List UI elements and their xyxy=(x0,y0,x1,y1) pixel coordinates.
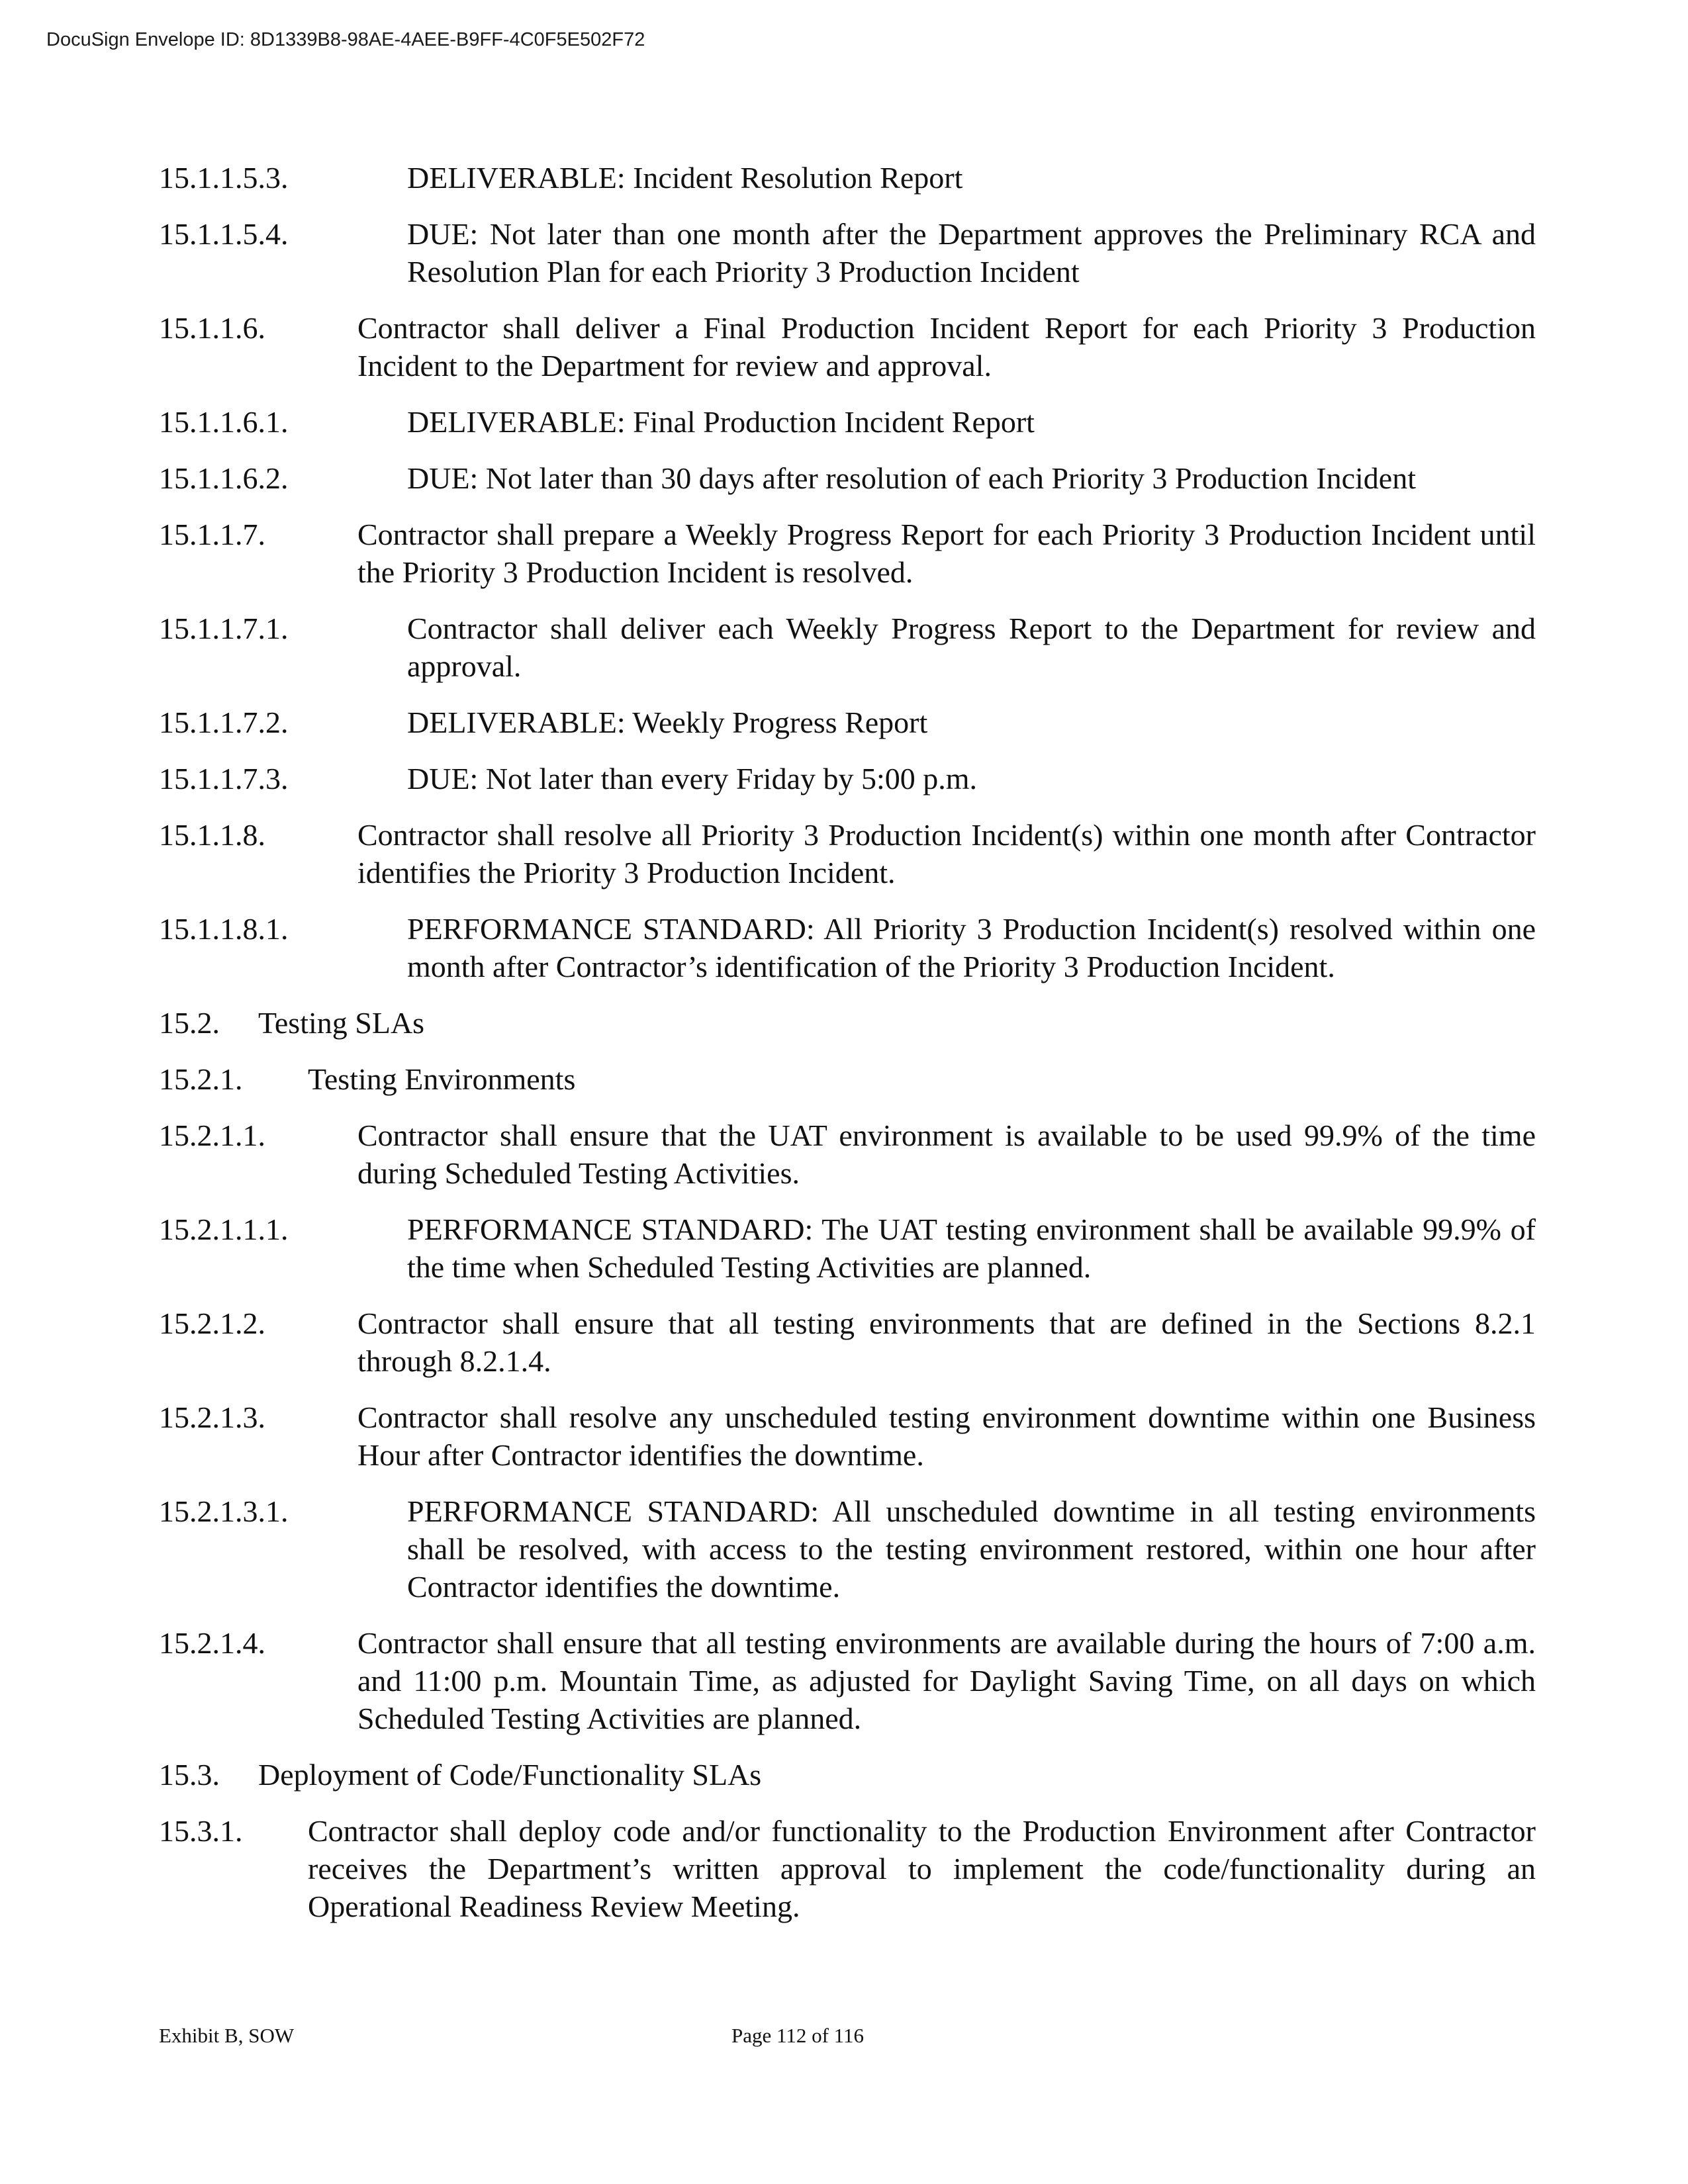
section-number: 15.1.1.8. xyxy=(159,818,265,852)
section-15-1-1-7-3 xyxy=(159,760,1536,797)
section-15-1-1-6-2 xyxy=(159,459,1536,497)
section-number: 15.2.1.3. xyxy=(159,1400,265,1434)
section-text: DUE: Not later than every Friday by 5:00 p.m. xyxy=(407,762,978,796)
section-number: 15.1.1.6.2. xyxy=(159,461,289,495)
section-heading: Testing SLAs xyxy=(258,1006,425,1040)
section-number: 15.2.1.1. xyxy=(159,1118,265,1152)
section-number: 15.1.1.8.1. xyxy=(159,912,289,946)
section-15-2-1-1-1 xyxy=(159,1210,1536,1286)
section-number: 15.1.1.7.3. xyxy=(159,762,289,796)
section-number: 15.2.1. xyxy=(159,1062,243,1096)
section-15-2-1-1 xyxy=(159,1116,1536,1192)
section-15-1-1-5-3 xyxy=(159,159,1536,197)
section-15-1-1-8-1 xyxy=(159,910,1536,985)
section-text: Contractor shall ensure that the UAT environment is available to be used 99.9% of the time during Scheduled Testing Activities. xyxy=(357,1118,1536,1190)
section-15-1-1-5-4 xyxy=(159,215,1536,291)
section-text: Contractor shall prepare a Weekly Progress Report for each Priority 3 Production Incident until the Priority 3 Production Incident is resolved. xyxy=(357,518,1536,589)
section-text: DELIVERABLE: Final Production Incident Report xyxy=(407,405,1035,439)
section-number: 15.1.1.7.2. xyxy=(159,705,289,739)
section-text: DELIVERABLE: Incident Resolution Report xyxy=(407,161,963,195)
section-15-2-1-heading xyxy=(159,1060,1536,1098)
section-text: Contractor shall deliver a Final Production Incident Report for each Priority 3 Production Incident to the Department for review and approval. xyxy=(357,311,1536,383)
section-number: 15.1.1.5.3. xyxy=(159,161,289,195)
section-15-2-1-3 xyxy=(159,1398,1536,1474)
section-15-2-1-4 xyxy=(159,1624,1536,1737)
section-text: DUE: Not later than one month after the Department approves the Preliminary RCA and Resolution Plan for each Priority 3 Production Incident xyxy=(407,217,1536,289)
section-text: Contractor shall ensure that all testing environments are available during the hours of 7:00 a.m. and 11:00 p.m. Mountain Time, as adjusted for Daylight Saving Time, on all days on which Scheduled Testing Activities are planned. xyxy=(357,1626,1536,1735)
section-number: 15.1.1.6. xyxy=(159,311,265,345)
section-text: DELIVERABLE: Weekly Progress Report xyxy=(407,705,928,739)
document-body xyxy=(159,159,1536,1944)
section-text: Contractor shall deploy code and/or functionality to the Production Environment after Contractor receives the Department’s written approval to implement the code/functionality during an Operational Readiness Review Meeting. xyxy=(308,1814,1536,1923)
section-number: 15.2. xyxy=(159,1006,220,1040)
section-text: Contractor shall resolve any unscheduled testing environment downtime within one Business Hour after Contractor identifies the downtime. xyxy=(357,1400,1536,1472)
section-15-2-1-3-1 xyxy=(159,1492,1536,1606)
envelope-id: DocuSign Envelope ID: 8D1339B8-98AE-4AEE-B9FF-4C0F5E502F72 xyxy=(46,29,645,50)
section-text: Contractor shall ensure that all testing environments that are defined in the Sections 8.2.1 through 8.2.1.4. xyxy=(357,1306,1536,1378)
section-text: Contractor shall resolve all Priority 3 Production Incident(s) within one month after Contractor identifies the Priority 3 Production Incident. xyxy=(357,818,1536,889)
section-number: 15.1.1.5.4. xyxy=(159,217,289,251)
section-15-1-1-8 xyxy=(159,816,1536,891)
section-15-1-1-7 xyxy=(159,516,1536,591)
section-text: PERFORMANCE STANDARD: The UAT testing environment shall be available 99.9% of the time when Scheduled Testing Activities are planned. xyxy=(407,1212,1536,1284)
section-text: PERFORMANCE STANDARD: All Priority 3 Production Incident(s) resolved within one month after Contractor’s identification of the Priority 3 Production Incident. xyxy=(407,912,1536,983)
section-15-1-1-7-1 xyxy=(159,610,1536,685)
section-text: DUE: Not later than 30 days after resolution of each Priority 3 Production Incident xyxy=(407,461,1416,495)
section-15-2-heading xyxy=(159,1004,1536,1042)
section-number: 15.2.1.1.1. xyxy=(159,1212,289,1246)
section-number: 15.2.1.2. xyxy=(159,1306,265,1340)
section-number: 15.1.1.6.1. xyxy=(159,405,289,439)
section-number: 15.2.1.3.1. xyxy=(159,1494,289,1528)
section-15-1-1-6 xyxy=(159,309,1536,385)
section-text: PERFORMANCE STANDARD: All unscheduled downtime in all testing environments shall be resolved, with access to the testing environment restored, within one hour after Contractor identifies the downtime. xyxy=(407,1494,1536,1604)
section-15-3-heading xyxy=(159,1756,1536,1794)
section-15-1-1-6-1 xyxy=(159,403,1536,441)
footer-page-number: Page 112 of 116 xyxy=(731,2024,865,2047)
section-heading: Deployment of Code/Functionality SLAs xyxy=(258,1758,762,1792)
section-number: 15.3. xyxy=(159,1758,220,1792)
section-number: 15.1.1.7. xyxy=(159,518,265,551)
section-15-2-1-2 xyxy=(159,1304,1536,1380)
section-text: Contractor shall deliver each Weekly Progress Report to the Department for review and approval. xyxy=(407,612,1536,683)
footer-exhibit-label: Exhibit B, SOW xyxy=(159,2024,295,2047)
section-number: 15.3.1. xyxy=(159,1814,243,1848)
section-heading: Testing Environments xyxy=(308,1062,576,1096)
section-number: 15.2.1.4. xyxy=(159,1626,265,1660)
section-15-3-1 xyxy=(159,1812,1536,1925)
section-number: 15.1.1.7.1. xyxy=(159,612,289,645)
section-15-1-1-7-2 xyxy=(159,704,1536,741)
